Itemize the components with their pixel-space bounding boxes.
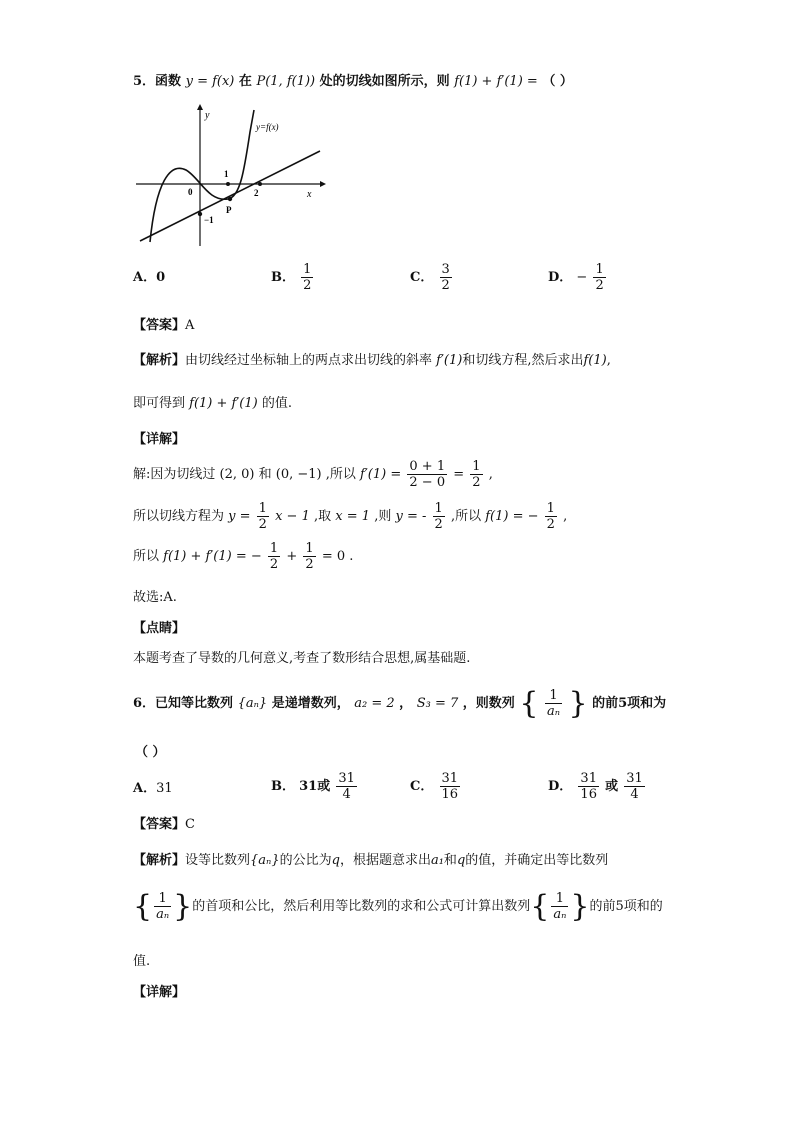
q5-option-b bbox=[271, 262, 315, 293]
frac-den: aₙ bbox=[546, 704, 560, 719]
text: 和切线方程,然后求出 bbox=[462, 353, 584, 368]
q6-number: 6． bbox=[133, 696, 156, 711]
text: 所以切线方程为 bbox=[133, 509, 225, 524]
math: f′(1) = bbox=[360, 467, 402, 482]
answer-value: C bbox=[185, 817, 195, 832]
frac-den: 2 bbox=[434, 517, 443, 532]
q5-stem-text: 处的切线如图所示，则 bbox=[319, 74, 450, 89]
q5-detail-line3 bbox=[133, 541, 353, 572]
math: {aₙ} bbox=[250, 853, 280, 868]
y-axis-label: y bbox=[205, 110, 210, 121]
text: 是递增数列， bbox=[271, 696, 350, 711]
point-1 bbox=[226, 182, 230, 186]
q6-option-a bbox=[133, 782, 173, 795]
q5-point: P(1, f(1)) bbox=[256, 74, 316, 89]
text: ,所以 bbox=[450, 509, 482, 524]
q5-paren: （ ） bbox=[542, 74, 573, 89]
q5-stem-text: 在 bbox=[238, 74, 252, 89]
text: ,则 bbox=[374, 509, 392, 524]
math: (2, 0) bbox=[219, 467, 255, 482]
q5-stem-text: 函数 bbox=[155, 74, 182, 89]
option-value: 31 bbox=[156, 781, 173, 796]
text: 的前5项和的 bbox=[589, 899, 663, 914]
q6-analysis-line1 bbox=[133, 854, 608, 867]
brace-right: } bbox=[570, 888, 590, 924]
detail-tag: 【详解】 bbox=[133, 985, 186, 1000]
text: 本题考查了导数的几何意义,考查了数形结合思想,属基础题. bbox=[133, 651, 471, 666]
frac-num: 1 bbox=[434, 501, 443, 516]
text: 设等比数列 bbox=[185, 853, 251, 868]
answer-value: A bbox=[185, 318, 195, 333]
math: a₁ bbox=[430, 853, 444, 868]
tick-label-neg1: −1 bbox=[204, 215, 214, 225]
text: 所以 bbox=[133, 549, 160, 564]
text: ,取 bbox=[314, 509, 332, 524]
origin-label: 0 bbox=[188, 187, 193, 197]
frac-den: 2 bbox=[546, 517, 555, 532]
frac-den: aₙ bbox=[156, 907, 170, 922]
x-axis-arrow bbox=[320, 181, 326, 187]
frac-den: 2 bbox=[441, 278, 450, 293]
detail-tag: 【详解】 bbox=[133, 432, 186, 447]
math: q bbox=[456, 853, 466, 868]
q5-option-c bbox=[410, 262, 454, 293]
frac-num: 1 bbox=[305, 541, 314, 556]
tick-label-1: 1 bbox=[224, 169, 229, 179]
option-label: A． bbox=[133, 270, 157, 285]
q6-option-d bbox=[548, 771, 647, 802]
q5-detail-line1 bbox=[133, 459, 493, 490]
q6-analysis-line2 bbox=[133, 888, 663, 924]
text: 和 bbox=[443, 853, 457, 868]
q5-answer bbox=[133, 319, 194, 332]
x-axis-label: x bbox=[307, 189, 312, 200]
text: 和 bbox=[258, 467, 272, 482]
frac-num: 1 bbox=[595, 262, 604, 277]
q6-analysis-line3 bbox=[133, 955, 150, 968]
q6-answer bbox=[133, 818, 195, 831]
frac-num: 31 bbox=[441, 771, 459, 786]
q5-comment bbox=[133, 652, 470, 665]
text: ,所以 bbox=[325, 467, 356, 482]
point-p-label: P bbox=[226, 205, 232, 215]
frac-den: 2 bbox=[303, 278, 312, 293]
tangent-graph bbox=[136, 102, 326, 247]
text: , bbox=[563, 509, 568, 524]
frac-num: 1 bbox=[472, 459, 481, 474]
math: S₃ = 7 bbox=[416, 696, 459, 711]
math: f(1) = − bbox=[485, 509, 539, 524]
text: 即可得到 bbox=[133, 396, 186, 411]
frac-num: 1 bbox=[269, 541, 279, 556]
text: ， bbox=[399, 696, 413, 711]
text: , bbox=[488, 467, 493, 482]
option-label: B． bbox=[271, 779, 295, 794]
option-label: A． bbox=[133, 781, 157, 796]
frac-num: 0 + 1 bbox=[409, 459, 446, 474]
q5-number: 5． bbox=[133, 74, 156, 89]
brace-left: { bbox=[133, 888, 153, 924]
q5-stem bbox=[133, 75, 573, 88]
math: x − 1 bbox=[275, 509, 310, 524]
q5-analysis-line2 bbox=[133, 397, 292, 410]
option-value: 0 bbox=[156, 270, 166, 285]
option-label: C． bbox=[410, 779, 434, 794]
math: y = bbox=[228, 509, 251, 524]
frac-num: 1 bbox=[549, 688, 558, 703]
text: 值. bbox=[133, 954, 151, 969]
q5-expr: f(1) + f′(1) = bbox=[454, 74, 538, 89]
frac-den: 2 bbox=[269, 557, 279, 572]
frac-den: 16 bbox=[580, 787, 597, 802]
option-label: D． bbox=[548, 779, 573, 794]
text: 故选:A. bbox=[133, 590, 177, 605]
text: 的首项和公比，然后利用等比数列的求和公式可计算出数列 bbox=[192, 899, 531, 914]
tick-label-2: 2 bbox=[254, 188, 259, 198]
q6-paren bbox=[135, 746, 166, 759]
answer-tag: 【答案】 bbox=[133, 318, 186, 333]
q5-detail-line2 bbox=[133, 501, 567, 532]
math: a₂ = 2 bbox=[354, 696, 395, 711]
text: , bbox=[606, 353, 611, 368]
brace-right: } bbox=[568, 685, 588, 721]
curve-f bbox=[150, 110, 254, 242]
text: 的前5项和为 bbox=[592, 696, 667, 711]
frac-num: 31 bbox=[338, 771, 355, 786]
text: 的值. bbox=[261, 396, 292, 411]
point-2 bbox=[258, 182, 262, 186]
math: + bbox=[286, 549, 298, 564]
frac-num: 1 bbox=[158, 891, 167, 906]
frac-den: 16 bbox=[441, 787, 459, 802]
frac-num: 3 bbox=[441, 262, 450, 277]
frac-den: 2 bbox=[305, 557, 314, 572]
math: q bbox=[331, 853, 340, 868]
text: 的公比为 bbox=[279, 853, 332, 868]
frac-den: 2 bbox=[595, 278, 604, 293]
text: 已知等比数列 bbox=[155, 696, 234, 711]
text: 解:因为切线过 bbox=[133, 467, 216, 482]
curve-label: y=f(x) bbox=[256, 122, 279, 132]
frac-den: 2 − 0 bbox=[409, 475, 446, 490]
math: y = - bbox=[395, 509, 427, 524]
option-value: 31或 bbox=[299, 779, 331, 794]
frac-den: aₙ bbox=[553, 907, 567, 922]
math: x = 1 bbox=[335, 509, 371, 524]
q5-comment-tag bbox=[133, 622, 185, 635]
math: = bbox=[453, 467, 465, 482]
math: f(1) + f′(1) bbox=[189, 396, 258, 411]
frac-den: 4 bbox=[624, 786, 645, 802]
analysis-tag: 【解析】 bbox=[133, 853, 186, 868]
frac-num: 1 bbox=[258, 501, 267, 516]
q6-option-c bbox=[410, 771, 462, 802]
frac-num: 1 bbox=[546, 501, 555, 516]
point-neg1 bbox=[198, 212, 202, 216]
q6-stem bbox=[133, 685, 667, 721]
frac-num: 1 bbox=[303, 262, 312, 277]
math: (0, −1) bbox=[275, 467, 322, 482]
brace-left: { bbox=[519, 685, 539, 721]
frac-num: 31 bbox=[580, 771, 597, 786]
q5-analysis-line1 bbox=[133, 354, 611, 367]
option-label: D． bbox=[548, 270, 573, 285]
text: （ ） bbox=[135, 745, 166, 760]
comment-tag: 【点睛】 bbox=[133, 621, 186, 636]
frac-den: 2 bbox=[258, 517, 267, 532]
analysis-tag: 【解析】 bbox=[133, 353, 186, 368]
math: f′(1) bbox=[436, 353, 463, 368]
frac-den: 4 bbox=[336, 786, 357, 802]
math: = 0 . bbox=[321, 549, 354, 564]
frac-den: 2 bbox=[472, 475, 481, 490]
frac-num: 1 bbox=[555, 891, 564, 906]
math: f(1) bbox=[583, 353, 607, 368]
q5-option-a bbox=[133, 271, 165, 284]
option-value: 或 bbox=[605, 779, 619, 794]
q6-option-b bbox=[271, 771, 359, 802]
q5-func: y = f(x) bbox=[185, 74, 235, 89]
q6-detail-tag bbox=[133, 986, 185, 999]
text: 由切线经过坐标轴上的两点求出切线的斜率 bbox=[185, 353, 433, 368]
brace-right: } bbox=[173, 888, 193, 924]
point-p bbox=[228, 197, 232, 201]
tangent-line bbox=[140, 151, 320, 241]
math: f(1) + f′(1) = − bbox=[163, 549, 262, 564]
option-sign: − bbox=[576, 270, 588, 285]
q5-choose bbox=[133, 591, 177, 604]
q5-detail-tag bbox=[133, 433, 185, 446]
option-label: B． bbox=[271, 270, 295, 285]
q5-option-d bbox=[548, 262, 608, 293]
text: ，则数列 bbox=[462, 696, 515, 711]
frac-num: 31 bbox=[626, 771, 643, 786]
math: {aₙ} bbox=[237, 696, 268, 711]
option-label: C． bbox=[410, 270, 434, 285]
text: 的值，并确定出等比数列 bbox=[465, 853, 609, 868]
answer-tag: 【答案】 bbox=[133, 817, 186, 832]
text: ，根据题意求出 bbox=[339, 853, 431, 868]
brace-left: { bbox=[530, 888, 550, 924]
y-axis-arrow bbox=[197, 104, 203, 110]
